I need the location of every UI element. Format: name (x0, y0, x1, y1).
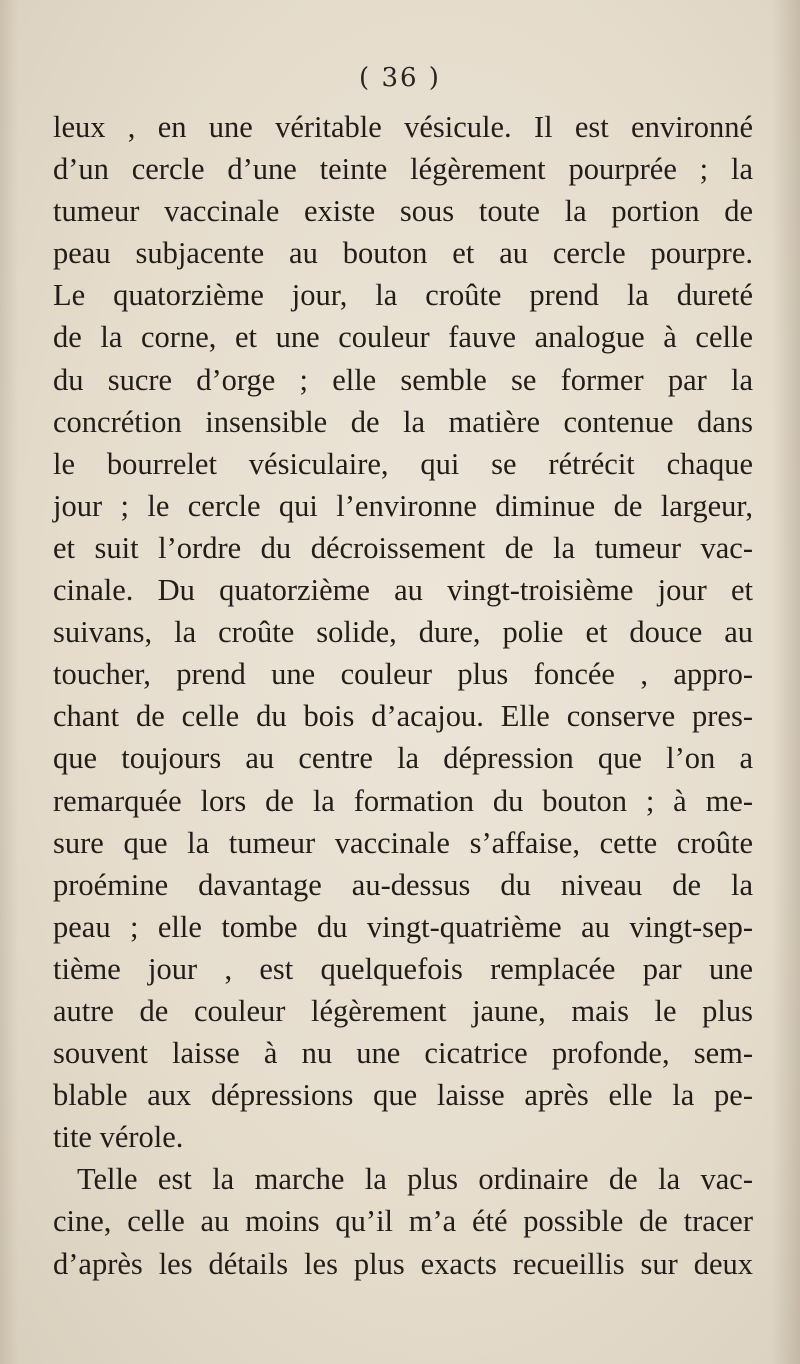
text-line: chant de celle du bois d’acajou. Elle conserve pres- (53, 699, 753, 734)
body-text (53, 106, 753, 1285)
text-line: remarquée lors de la formation du bouton ; à me- (53, 783, 753, 818)
text-line: que toujours au centre la dépression que l’on a (53, 741, 753, 776)
text-line: blable aux dépressions que laisse après elle la pe- (53, 1078, 753, 1113)
page-number: ( 36 ) (359, 63, 441, 93)
text-line: leux , en une véritable vésicule. Il est environné (53, 110, 753, 144)
text-line: tite vérole. (53, 1120, 184, 1155)
text-line: du sucre d’orge ; elle semble se former par la (53, 362, 753, 397)
text-line: cine, celle au moins qu’il m’a été possible de tracer (53, 1204, 753, 1239)
text-line: d’après les détails les plus exacts recueillis sur deux (53, 1246, 753, 1281)
text-line: proémine davantage au-dessus du niveau de la (53, 867, 753, 902)
text-line: concrétion insensible de la matière contenue dans (53, 404, 753, 439)
text-line: Le quatorzième jour, la croûte prend la dureté (53, 278, 753, 313)
text-line: peau subjacente au bouton et au cercle pourpre. (53, 236, 753, 271)
text-line: de la corne, et une couleur fauve analogue à celle (53, 320, 753, 355)
text-line: cinale. Du quatorzième au vingt-troisième jour et (53, 573, 753, 608)
text-line: le bourrelet vésiculaire, qui se rétrécit chaque (53, 446, 753, 481)
text-line: suivans, la croûte solide, dure, polie et douce au (53, 615, 753, 650)
page-shadow-left (0, 0, 18, 1364)
text-line: d’un cercle d’une teinte légèrement pourprée ; la (53, 152, 753, 187)
text-line: Telle est la marche la plus ordinaire de la vac- (77, 1162, 753, 1197)
text-line: tumeur vaccinale existe sous toute la portion de (53, 194, 753, 229)
text-line: tième jour , est quelquefois remplacée par une (53, 951, 753, 986)
page-shadow-right (772, 0, 800, 1364)
text-line: sure que la tumeur vaccinale s’affaise, cette croûte (53, 825, 753, 860)
text-line: souvent laisse à nu une cicatrice profonde, sem- (53, 1036, 753, 1071)
text-line: et suit l’ordre du décroissement de la tumeur vac- (53, 530, 753, 565)
text-line: toucher, prend une couleur plus foncée , appro- (53, 657, 753, 692)
text-line: jour ; le cercle qui l’environne diminue de largeur, (53, 488, 753, 523)
text-line: autre de couleur légèrement jaune, mais le plus (53, 993, 753, 1028)
text-line: peau ; elle tombe du vingt-quatrième au vingt-sep- (53, 909, 753, 944)
